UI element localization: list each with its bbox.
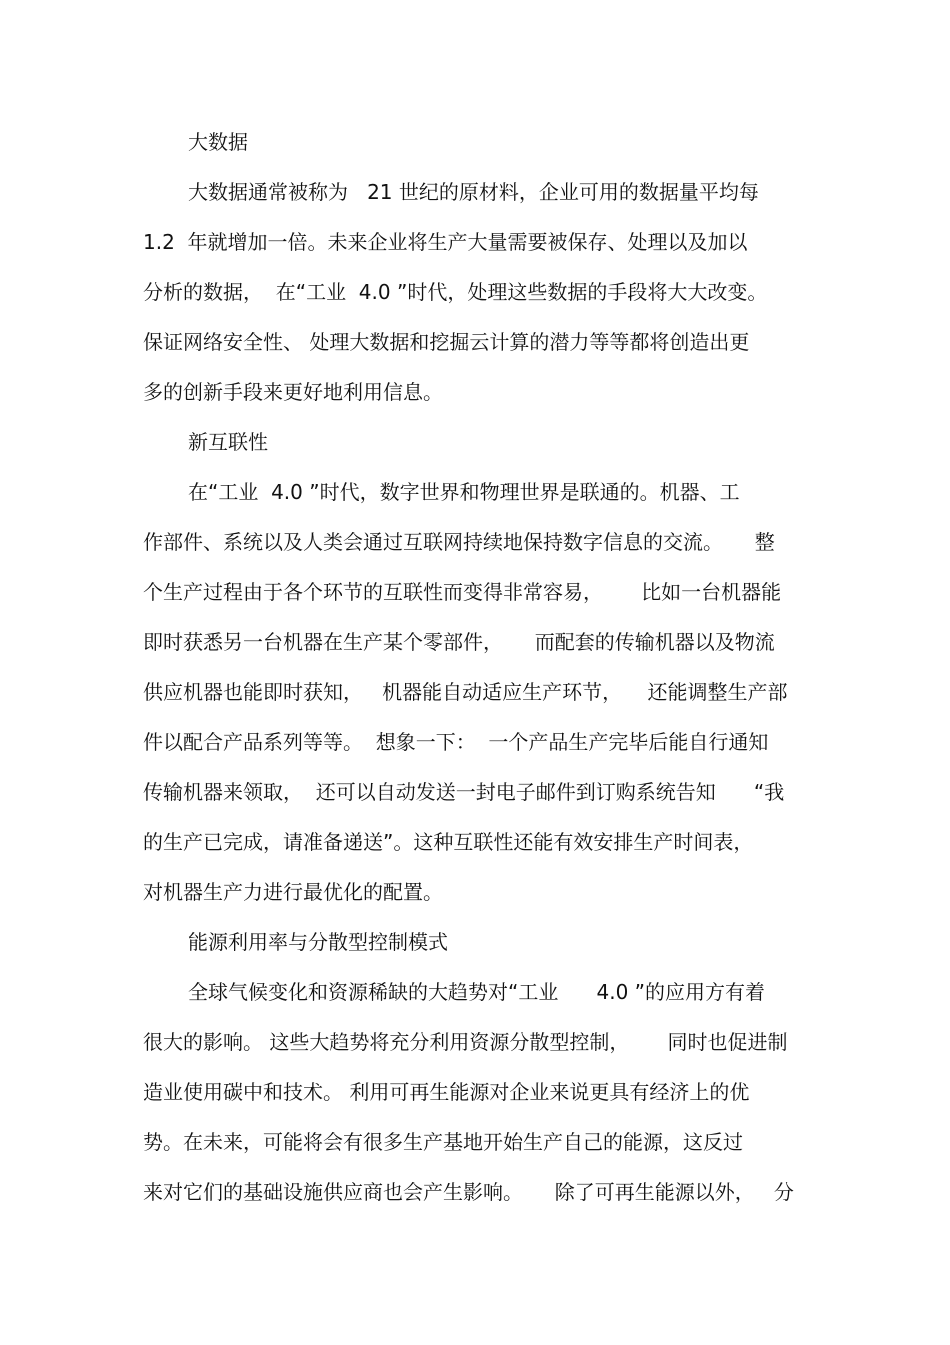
paragraph-line: 件以配合产品系列等等。 想象一下： 一个产品生产完毕后能自行通知 bbox=[143, 730, 769, 754]
paragraph-line: 对机器生产力进行最优化的配置。 bbox=[143, 880, 443, 904]
paragraph-line: 势。在未来，可能将会有很多生产基地开始生产自己的能源，这反过 bbox=[143, 1130, 743, 1154]
paragraph-line: 1.2 年就增加一倍。未来企业将生产大量需要被保存、处理以及加以 bbox=[143, 230, 748, 254]
paragraph-line: 造业使用碳中和技术。 利用可再生能源对企业来说更具有经济上的优 bbox=[143, 1080, 750, 1104]
paragraph-line: 很大的影响。 这些大趋势将充分利用资源分散型控制， 同时也促进制 bbox=[143, 1030, 788, 1054]
paragraph-line: 多的创新手段来更好地利用信息。 bbox=[143, 380, 443, 404]
section-heading: 大数据 bbox=[188, 130, 248, 154]
paragraph-line: 来对它们的基础设施供应商也会产生影响。 除了可再生能源以外， 分 bbox=[143, 1180, 794, 1204]
paragraph-line: 供应机器也能即时获知， 机器能自动适应生产环节， 还能调整生产部 bbox=[143, 680, 788, 704]
paragraph-line: 大数据通常被称为 21 世纪的原材料，企业可用的数据量平均每 bbox=[188, 180, 759, 204]
paragraph-line: 分析的数据， 在“工业 4.0 ”时代，处理这些数据的手段将大大改变。 bbox=[143, 280, 768, 304]
paragraph-line: 即时获悉另一台机器在生产某个零部件， 而配套的传输机器以及物流 bbox=[143, 630, 775, 654]
section-heading: 新互联性 bbox=[188, 430, 268, 454]
paragraph-line: 作部件、系统以及人类会通过互联网持续地保持数字信息的交流。 整 bbox=[143, 530, 775, 554]
paragraph-line: 保证网络安全性、 处理大数据和挖掘云计算的潜力等等都将创造出更 bbox=[143, 330, 750, 354]
paragraph-line: 在“工业 4.0 ”时代，数字世界和物理世界是联通的。机器、工 bbox=[188, 480, 740, 504]
paragraph-line: 个生产过程由于各个环节的互联性而变得非常容易， 比如一台机器能 bbox=[143, 580, 782, 604]
paragraph-line: 的生产已完成，请准备递送”。这种互联性还能有效安排生产时间表， bbox=[143, 830, 754, 854]
paragraph-line: 全球气候变化和资源稀缺的大趋势对“工业 4.0 ”的应用方有着 bbox=[188, 980, 766, 1004]
section-heading: 能源利用率与分散型控制模式 bbox=[188, 930, 448, 954]
paragraph-line: 传输机器来领取， 还可以自动发送一封电子邮件到订购系统告知 “我 bbox=[143, 780, 785, 804]
